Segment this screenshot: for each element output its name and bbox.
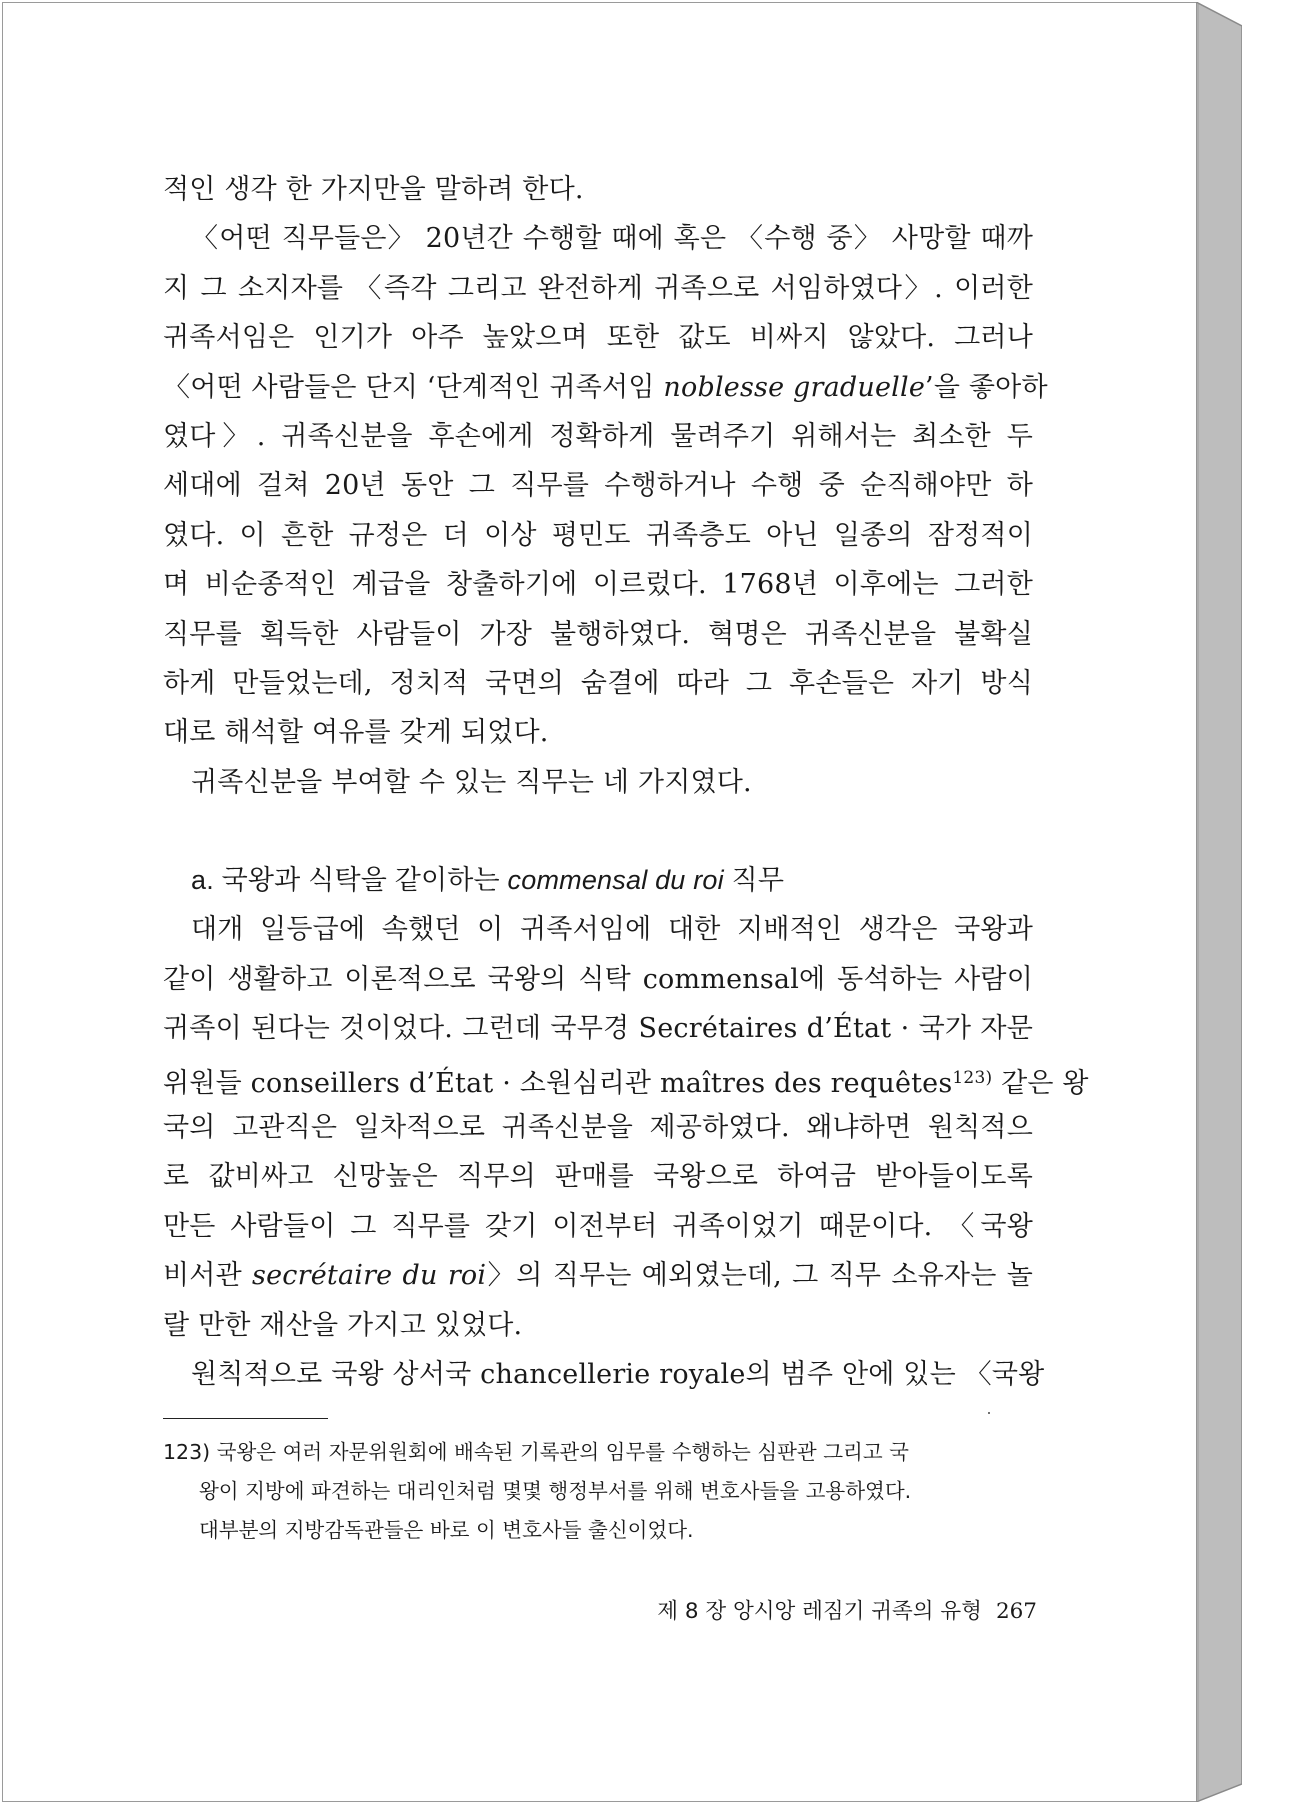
paragraph-4-line: 귀족이 된다는 것이었다. 그런데 국무경 Secrétaires d’État · 국가 자문 xyxy=(163,1013,1033,1045)
subheading-italic-term: commensal du roi xyxy=(507,865,724,896)
paragraph-4-line: 대개 일등급에 속했던 이 귀족서임에 대한 지배적인 생각은 국왕과 xyxy=(191,914,1033,946)
paragraph-4-line xyxy=(163,1054,1089,1103)
footnote-line: 대부분의 지방감독관들은 바로 이 변호사들 출신이었다. xyxy=(199,1518,694,1542)
paragraph-4-line: 만든 사람들이 그 직무를 갖기 이전부터 귀족이었기 때문이다. 〈국왕 xyxy=(163,1210,1033,1242)
chapter-title: 제 8 장 앙시앙 레짐기 귀족의 유형 xyxy=(657,1599,982,1624)
footnote-separator xyxy=(163,1418,328,1419)
paragraph-4-line xyxy=(163,1251,1033,1300)
subheading-prefix: a. 국왕과 식탁을 같이하는 xyxy=(191,865,508,896)
paragraph-2-line: 하게 만들었는데, 정치적 국면의 숨결에 따라 그 후손들은 자기 방식 xyxy=(163,667,1033,699)
paragraph-4-line: 국의 고관직은 일차적으로 귀족신분을 제공하였다. 왜냐하면 원칙적으 xyxy=(163,1112,1033,1144)
text-run: 〉의 직무는 예외였는데, 그 직무 소유자는 놀 xyxy=(486,1260,1033,1292)
page-edge-shading xyxy=(1196,2,1242,1802)
paragraph-2-line: 였다〉. 귀족신분을 후손에게 정확하게 물려주기 위해서는 최소한 두 xyxy=(163,420,1033,452)
paragraph-3-line: 귀족신분을 부여할 수 있는 직무는 네 가지였다. xyxy=(191,766,752,798)
text-run: ’을 좋아하 xyxy=(925,371,1048,403)
paragraph-4-line: 랄 만한 재산을 가지고 있었다. xyxy=(163,1309,523,1341)
paragraph-2-line: 귀족서임은 인기가 아주 높았으며 또한 값도 비싸지 않았다. 그러나 xyxy=(163,322,1033,354)
paragraph-4-line: 같이 생활하고 이론적으로 국왕의 식탁 commensal에 동석하는 사람이 xyxy=(163,963,1033,995)
paragraph-1-line: 적인 생각 한 가지만을 말하려 한다. xyxy=(163,174,584,205)
paragraph-2-line: 대로 해석할 여유를 갖게 되었다. xyxy=(163,717,549,749)
footnote-line: 123) 국왕은 여러 자문위원회에 배속된 기록관의 임무를 수행하는 심판관 그리고 국 xyxy=(163,1440,909,1464)
text-run: 비서관 xyxy=(163,1260,253,1292)
text-run: 위원들 conseillers d’État · 소원심리관 maîtres des requêtes xyxy=(163,1067,953,1099)
italic-term: secrétaire du roi xyxy=(252,1260,487,1292)
subheading-suffix: 직무 xyxy=(723,865,785,896)
page-number: 267 xyxy=(995,1599,1037,1624)
text-run: 〈어떤 사람들은 단지 ‘단계적인 귀족서임 xyxy=(163,371,664,403)
paragraph-2-line: 였다. 이 흔한 규정은 더 이상 평민도 귀족층도 아닌 일종의 잠정적이 xyxy=(163,519,1033,551)
text-run: 같은 왕 xyxy=(992,1067,1089,1099)
footnote-ref[interactable]: 123) xyxy=(952,1067,993,1088)
paragraph-2-line: 직무를 획득한 사람들이 가장 불행하였다. 혁명은 귀족신분을 불확실 xyxy=(163,618,1033,650)
paragraph-2-line: 며 비순종적인 계급을 창출하기에 이르렀다. 1768년 이후에는 그러한 xyxy=(163,569,1033,601)
paragraph-4-line: 로 값비싸고 신망높은 직무의 판매를 국왕으로 하여금 받아들이도록 xyxy=(163,1161,1033,1193)
section-subheading xyxy=(163,856,1033,905)
scan-speck xyxy=(988,1412,990,1414)
footnote-line: 왕이 지방에 파견하는 대리인처럼 몇몇 행정부서를 위해 변호사들을 고용하였다. xyxy=(199,1479,912,1503)
footnotes xyxy=(163,1433,1038,1550)
paragraph-5-line: 원칙적으로 국왕 상서국 chancellerie royale의 범주 안에 있는 〈국왕 xyxy=(191,1358,1045,1390)
running-footer xyxy=(657,1594,1037,1625)
paragraph-2-line: 지 그 소지자를 〈즉각 그리고 완전하게 귀족으로 서임하였다〉. 이러한 xyxy=(163,272,1033,304)
paragraph-2-line xyxy=(163,363,1048,412)
paragraph-2-line: 〈어떤 직무들은〉 20년간 수행할 때에 혹은 〈수행 중〉 사망할 때까 xyxy=(191,223,1033,255)
paragraph-2-line: 세대에 걸쳐 20년 동안 그 직무를 수행하거나 수행 중 순직해야만 하 xyxy=(163,470,1033,502)
italic-term: noblesse graduelle xyxy=(663,371,926,403)
body-text xyxy=(163,165,1089,1399)
